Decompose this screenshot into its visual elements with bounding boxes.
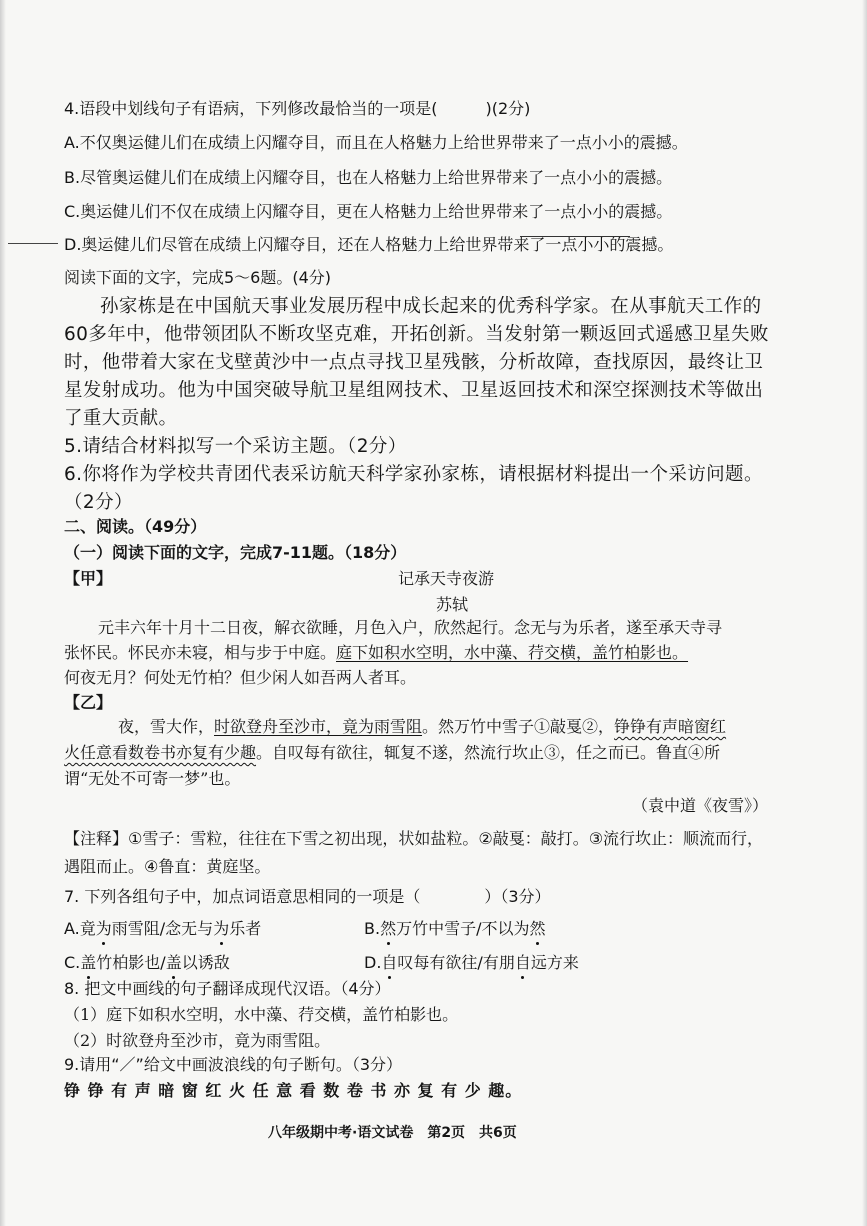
yi-line2	[64, 740, 720, 763]
q7-a-post: 乐者	[229, 919, 262, 938]
q7-d-dotted-1: 自	[381, 950, 397, 973]
poem-author: 苏轼	[436, 595, 469, 614]
q7-option-d	[364, 950, 579, 973]
q7-option-a	[64, 916, 261, 939]
q9-stem: 9.请用“／”给文中画波浪线的句子断句。（3分）	[64, 1055, 403, 1074]
q7-c-mid: 竹柏影也/	[96, 953, 166, 972]
q7-option-b	[364, 916, 546, 939]
read56-para-line5: 了重大贡献。	[64, 408, 178, 429]
jia-label: 【甲】	[64, 569, 113, 588]
q7-b-dotted-1: 然	[380, 916, 396, 939]
q7-c-dotted-1: 盖	[80, 950, 96, 973]
q7-b-pre: B.	[364, 919, 381, 938]
yi-line2-text: 。自叹每有欲往，辄复不遂，然流行坎止③，任之而已。鲁直④所	[256, 743, 721, 762]
q9-sentence: 铮 铮 有 声 暗 窗 红 火 任 意 看 数 卷 书 亦 复 有 少 趣。	[64, 1081, 523, 1100]
yi-label: 【乙】	[64, 693, 113, 712]
q7-c-pre: C.	[64, 953, 81, 972]
jia-line3: 何夜无月？何处无竹柏？但少闲人如吾两人者耳。	[64, 668, 417, 687]
read56-para-line4: 星发射成功。他为中国突破导航卫星组网技术、卫星返回技术和深空探测技术等做出	[64, 380, 764, 401]
q8-sentence-1: （1）庭下如积水空明，水中藻、荇交横，盖竹柏影也。	[64, 1005, 459, 1024]
q7-stem: 7. 下列各组句子中，加点词语意思相同的一项是（ ）（3分）	[64, 887, 551, 906]
q7-b-dotted-2: 然	[529, 916, 545, 939]
section2-subtitle: （一）阅读下面的文字，完成7-11题。（18分）	[64, 543, 407, 562]
q7-a-dotted-2: 为	[213, 916, 229, 939]
q4-stem: 4.语段中划线句子有语病，下列修改最恰当的一项是( )(2分)	[64, 99, 531, 118]
read56-para-line1: 孙家栋是在中国航天事业发展历程中成长起来的优秀科学家。在从事航天工作的	[100, 296, 762, 317]
q4-option-c: C.奥运健儿们不仅在成绩上闪耀夺目，更在人格魅力上给世界带来了一点小小的震撼。	[64, 202, 673, 221]
jia-line2	[64, 640, 688, 663]
yi-line1-text-b: 。然万竹中雪子①敲戛②，	[422, 717, 615, 736]
scan-shadow-right	[862, 0, 867, 1226]
q7-a-dotted-1: 为	[96, 916, 112, 939]
q7-a-pre: A.竟	[64, 919, 96, 938]
q7-d-pre: D.	[364, 953, 382, 972]
yi-wavy-sentence-part2: 火任意看数卷书亦复有少趣	[64, 743, 257, 762]
q6-stem-line1: 6.你将作为学校共青团代表采访航天科学家孙家栋，请根据材料提出一个采访问题。	[64, 464, 763, 485]
yi-underlined-sentence: 时欲登舟至沙市，竟为雨雪阻	[214, 717, 423, 736]
yi-source: （袁中道《夜雪》）	[632, 796, 769, 815]
jia-underlined-sentence: 庭下如积水空明，水中藻、荇交横，盖竹柏影也。	[336, 643, 689, 662]
q7-c-dotted-2: 盖	[166, 950, 182, 973]
q5-stem: 5.请结合材料拟写一个采访主题。（2分）	[64, 436, 407, 457]
q6-stem-line2: （2分）	[64, 492, 133, 513]
q7-c-post: 以诱敌	[181, 953, 230, 972]
q7-d-dotted-2: 自	[515, 950, 531, 973]
q7-d-post: 远方来	[530, 953, 579, 972]
poem-title: 记承天寺夜游	[398, 569, 495, 588]
q4-option-d: D.奥运健儿们尽管在成绩上闪耀夺目，还在人格魅力上给世界带来了一点小小的震撼。	[64, 235, 674, 254]
q7-a-mid: 雨雪阻/念无与	[111, 919, 214, 938]
q7-option-c	[64, 950, 230, 973]
notes-line2: 遇阻而止。④鲁直：黄庭坚。	[64, 857, 271, 876]
section2-title: 二、阅读。（49分）	[64, 517, 207, 536]
page-footer: 八年级期中考·语文试卷 第2页 共6页	[268, 1125, 517, 1141]
margin-dash-mark	[8, 243, 58, 244]
scan-shadow-left	[0, 0, 6, 1226]
scan-strike-mark	[520, 236, 630, 237]
yi-line3: 谓“无处不可寄一梦”也。	[64, 769, 241, 788]
yi-line1	[118, 714, 726, 737]
q8-stem: 8. 把文中画线的句子翻译成现代汉语。（4分）	[64, 979, 391, 998]
notes-line1: 【注释】①雪子：雪粒，往往在下雪之初出现，状如盐粒。②敲戛：敲打。③流行坎止：顺流而行，	[64, 829, 764, 848]
q7-d-mid: 叹每有欲往/有朋	[397, 953, 515, 972]
yi-wavy-sentence-part1: 铮铮有声暗窗红	[614, 717, 727, 736]
yi-line1-text-a: 夜，雪大作，	[118, 717, 215, 736]
q4-option-b: B.尽管奥运健儿们在成绩上闪耀夺目，也在人格魅力上给世界带来了一点小小的震撼。	[64, 168, 673, 187]
read56-para-line2: 60多年中，他带领团队不断攻坚克难，开拓创新。当发射第一颗返回式遥感卫星失败	[64, 324, 769, 345]
q8-sentence-2: （2）时欲登舟至沙市，竟为雨雪阻。	[64, 1031, 331, 1050]
jia-line2-text: 张怀民。怀民亦未寝，相与步于中庭。	[64, 643, 337, 662]
read56-para-line3: 时，他带着大家在戈壁黄沙中一点点寻找卫星残骸，分析故障，查找原因，最终让卫	[64, 352, 764, 373]
jia-line1: 元丰六年十月十二日夜，解衣欲睡，月色入户，欣然起行。念无与为乐者，遂至承天寺寻	[98, 618, 723, 637]
q7-b-mid: 万竹中雪子/不以为	[396, 919, 530, 938]
q4-option-a: A.不仅奥运健儿们在成绩上闪耀夺目，而且在人格魅力上给世界带来了一点小小的震撼。	[64, 133, 688, 152]
read56-intro: 阅读下面的文字，完成5～6题。(4分)	[64, 268, 332, 287]
